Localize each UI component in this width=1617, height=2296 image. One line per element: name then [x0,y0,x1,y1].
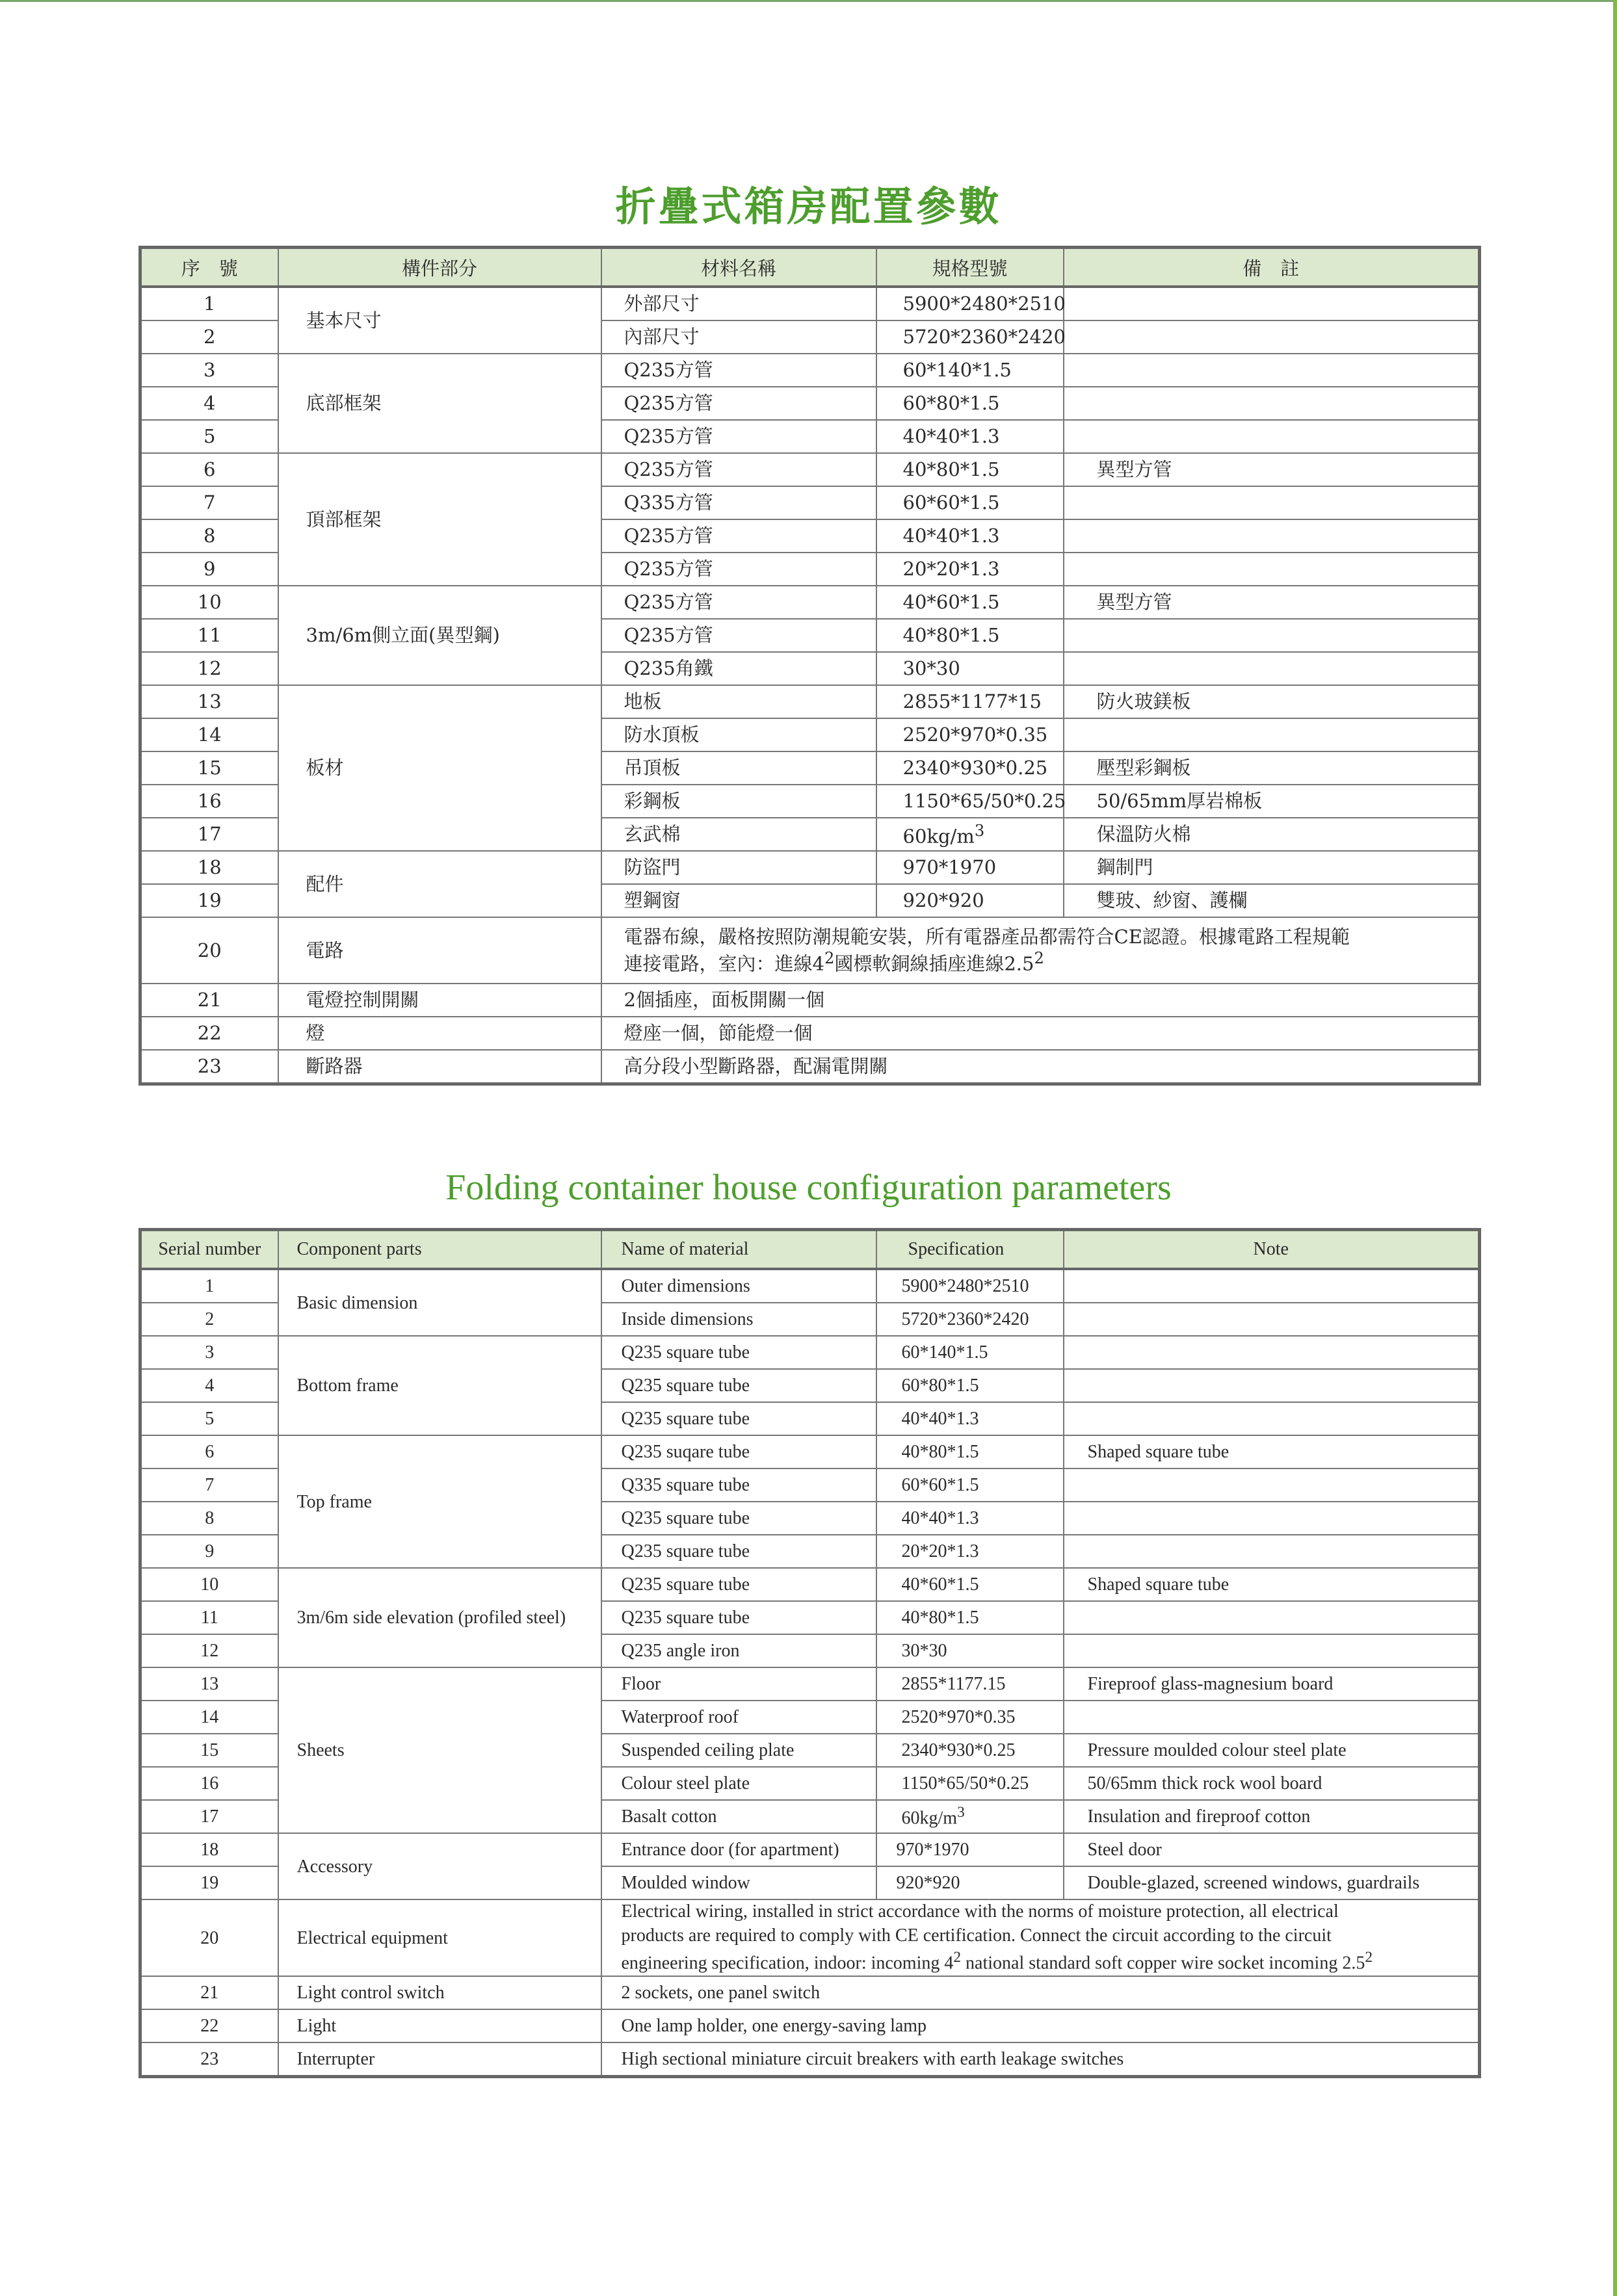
note-cell: 雙玻、紗窗、護欄 [1064,884,1480,917]
description-cell [601,917,1480,984]
material-cell: Q235 square tube [601,1369,876,1402]
component-cell: 配件 [278,851,601,917]
spec-cell: 5900*2480*2510 [876,1269,1064,1303]
spec-cell: 920*920 [876,1866,1064,1899]
serial-cell: 4 [140,387,278,420]
serial-cell: 5 [140,420,278,453]
note-cell [1064,519,1480,553]
material-cell: Q235方管 [601,586,876,619]
spec-cell: 40*60*1.5 [876,1568,1064,1601]
serial-cell: 17 [140,1800,278,1833]
component-cell: Bottom frame [278,1336,601,1435]
table-row [140,1269,1480,1303]
table-header-row [140,1230,1480,1270]
note-cell [1064,387,1480,420]
note-cell [1064,1701,1480,1734]
serial-cell: 2 [140,320,278,354]
description-line [622,1948,1473,1976]
note-cell: Shaped square tube [1064,1435,1480,1468]
spec-cell: 60*60*1.5 [876,486,1064,519]
spec-cell [876,1800,1064,1833]
note-cell [1064,1601,1480,1634]
note-cell: Steel door [1064,1833,1480,1866]
note-cell: 異型方管 [1064,453,1480,486]
header-note: Note [1064,1230,1480,1270]
serial-cell: 1 [140,1269,278,1303]
material-cell: Floor [601,1667,876,1701]
table-row [140,1833,1480,1866]
spec-cell: 60*140*1.5 [876,1336,1064,1369]
material-cell: Q235 square tube [601,1568,876,1601]
note-cell: 保溫防火棉 [1064,818,1480,851]
serial-cell: 21 [140,984,278,1017]
note-cell [1064,287,1480,320]
material-cell: Basalt cotton [601,1800,876,1833]
serial-cell: 3 [140,1336,278,1369]
component-cell: Light control switch [278,1976,601,2009]
spec-cell: 40*40*1.3 [876,1402,1064,1435]
description-line [624,948,1473,976]
material-cell: 彩鋼板 [601,785,876,818]
serial-cell: 22 [140,2009,278,2042]
serial-cell: 16 [140,1767,278,1800]
component-cell: 燈 [278,1017,601,1050]
serial-cell: 19 [140,1866,278,1899]
serial-cell: 9 [140,1535,278,1568]
material-cell: 吊頂板 [601,751,876,785]
material-cell: Q235方管 [601,553,876,586]
note-cell: 防火玻鎂板 [1064,685,1480,718]
table-row [140,917,1480,984]
table-row [140,1017,1480,1050]
serial-cell: 8 [140,1502,278,1535]
description-cell: High sectional miniature circuit breakers with earth leakage switches [601,2042,1480,2077]
component-cell: 頂部框架 [278,453,601,586]
note-cell: 50/65mm厚岩棉板 [1064,785,1480,818]
serial-cell: 11 [140,619,278,652]
material-cell: Q235 square tube [601,1601,876,1634]
superscript: 3 [974,821,985,840]
header-material: Name of material [601,1230,876,1270]
material-cell: Entrance door (for apartment) [601,1833,876,1866]
material-cell: Q235 square tube [601,1402,876,1435]
serial-cell: 5 [140,1402,278,1435]
header-material: 材料名稱 [601,248,876,287]
config-table-chinese [138,246,1481,1086]
description-cell: 高分段小型斷路器，配漏電開關 [601,1050,1480,1084]
spec-cell: 920*920 [876,884,1064,917]
spec-cell: 40*40*1.3 [876,519,1064,553]
note-cell: Shaped square tube [1064,1568,1480,1601]
component-cell: 電燈控制開關 [278,984,601,1017]
description-cell: 2 sockets, one panel switch [601,1976,1480,2009]
superscript: 2 [953,1949,962,1966]
table-row [140,685,1480,718]
note-cell: 壓型彩鋼板 [1064,751,1480,785]
note-cell [1064,320,1480,354]
spec-cell: 970*1970 [876,851,1064,884]
component-cell: 基本尺寸 [278,287,601,354]
serial-cell: 6 [140,1435,278,1468]
table-row [140,1435,1480,1468]
description-cell: 燈座一個，節能燈一個 [601,1017,1480,1050]
spec-cell: 20*20*1.3 [876,1535,1064,1568]
note-cell: 異型方管 [1064,586,1480,619]
material-cell: Colour steel plate [601,1767,876,1800]
component-cell: Interrupter [278,2042,601,2077]
material-cell: Q235方管 [601,619,876,652]
material-cell: 玄武棉 [601,818,876,851]
serial-cell: 10 [140,586,278,619]
serial-cell: 12 [140,652,278,685]
description-cell [601,1899,1480,1976]
material-cell: 地板 [601,685,876,718]
note-cell: 50/65mm thick rock wool board [1064,1767,1480,1800]
spec-cell: 2520*970*0.35 [876,718,1064,751]
serial-cell: 10 [140,1568,278,1601]
description-text: 國標軟銅線插座進線2.5 [834,952,1034,975]
serial-cell: 6 [140,453,278,486]
superscript: 2 [824,949,835,968]
serial-cell: 2 [140,1303,278,1336]
spec-cell: 60*60*1.5 [876,1468,1064,1502]
header-spec: 規格型號 [876,248,1064,287]
table-row [140,453,1480,486]
serial-cell: 9 [140,553,278,586]
page-title-chinese: 折疊式箱房配置參數 [615,183,1002,230]
spec-cell: 2520*970*0.35 [876,1701,1064,1734]
material-cell: Q235方管 [601,420,876,453]
component-cell: 3m/6m側立面(異型鋼) [278,586,601,685]
material-cell: 防水頂板 [601,718,876,751]
spec-cell: 40*40*1.3 [876,1502,1064,1535]
serial-cell: 18 [140,1833,278,1866]
table-row [140,1899,1480,1976]
serial-cell: 19 [140,884,278,917]
note-cell [1064,1336,1480,1369]
serial-cell: 23 [140,2042,278,2077]
component-cell: Light [278,2009,601,2042]
material-cell: Q235 square tube [601,1336,876,1369]
serial-cell: 7 [140,1468,278,1502]
note-cell: Insulation and fireproof cotton [1064,1800,1480,1833]
component-cell: 板材 [278,685,601,851]
material-cell: Waterproof roof [601,1701,876,1734]
component-cell: Electrical equipment [278,1899,601,1976]
config-table-english [138,1228,1481,2078]
note-cell [1064,1303,1480,1336]
table-row [140,851,1480,884]
serial-cell: 17 [140,818,278,851]
serial-cell: 23 [140,1050,278,1084]
note-cell [1064,354,1480,387]
note-cell: 鋼制門 [1064,851,1480,884]
header-component: 構件部分 [278,248,601,287]
spec-cell [876,818,1064,851]
serial-cell: 4 [140,1369,278,1402]
note-cell: Double-glazed, screened windows, guardrails [1064,1866,1480,1899]
table-row [140,1336,1480,1369]
note-cell [1064,652,1480,685]
header-serial: Serial number [140,1230,278,1270]
spec-cell: 970*1970 [876,1833,1064,1866]
serial-cell: 7 [140,486,278,519]
material-cell: Q235 square tube [601,1502,876,1535]
material-cell: Q235 square tube [601,1535,876,1568]
header-note: 備 註 [1064,248,1480,287]
note-cell: Fireproof glass-magnesium board [1064,1667,1480,1701]
note-cell [1064,619,1480,652]
description-line: Electrical wiring, installed in strict accordance with the norms of moisture protection, all electrical [621,1901,1339,1922]
description-line: products are required to comply with CE certification. Connect the circuit according to the circuit [621,1925,1332,1946]
note-cell [1064,1468,1480,1502]
serial-cell: 8 [140,519,278,553]
table-row [140,1667,1480,1701]
header-spec: Specification [876,1230,1064,1270]
material-cell: Q335 square tube [601,1468,876,1502]
spec-cell: 1150*65/50*0.25 [876,785,1064,818]
component-cell: Accessory [278,1833,601,1899]
table-header-row [140,248,1480,287]
material-cell: Q235 suqare tube [601,1435,876,1468]
component-cell: 斷路器 [278,1050,601,1084]
description-line: 電器布線，嚴格按照防潮規範安裝，所有電器產品都需符合CE認證。根據電路工程規範 [624,925,1350,948]
note-cell [1064,1402,1480,1435]
table-row [140,2009,1480,2042]
material-cell: Q235 angle iron [601,1634,876,1667]
spec-cell: 40*80*1.5 [876,453,1064,486]
serial-cell: 22 [140,1017,278,1050]
top-border-line [0,0,1617,2]
description-text: engineering specification, indoor: incoming 4 [621,1953,954,1974]
description-cell: One lamp holder, one energy-saving lamp [601,2009,1480,2042]
spec-cell: 40*80*1.5 [876,619,1064,652]
material-cell: Q335方管 [601,486,876,519]
spec-cell: 1150*65/50*0.25 [876,1767,1064,1800]
material-cell: Inside dimensions [601,1303,876,1336]
serial-cell: 16 [140,785,278,818]
serial-cell: 14 [140,1701,278,1734]
spec-text: 60kg/m [901,1808,958,1829]
material-cell: Suspended ceiling plate [601,1734,876,1767]
spec-cell: 60*80*1.5 [876,1369,1064,1402]
superscript: 2 [1365,1949,1373,1966]
note-cell [1064,553,1480,586]
spec-cell: 5900*2480*2510 [876,287,1064,320]
spec-cell: 30*30 [876,652,1064,685]
material-cell: 內部尺寸 [601,320,876,354]
material-cell: Q235方管 [601,387,876,420]
header-component: Component parts [278,1230,601,1270]
material-cell: Outer dimensions [601,1269,876,1303]
page-title-english: Folding container house configuration parameters [445,1168,1172,1208]
spec-cell: 40*80*1.5 [876,1601,1064,1634]
description-text: national standard soft copper wire socket incoming 2.5 [961,1953,1365,1974]
spec-cell: 30*30 [876,1634,1064,1667]
spec-cell: 5720*2360*2420 [876,320,1064,354]
note-cell [1064,1634,1480,1667]
component-cell: Top frame [278,1435,601,1568]
spec-cell: 40*80*1.5 [876,1435,1064,1468]
table-row [140,1976,1480,2009]
component-cell: Sheets [278,1667,601,1833]
table-row [140,1568,1480,1601]
spec-cell: 2340*930*0.25 [876,751,1064,785]
serial-cell: 21 [140,1976,278,2009]
note-cell [1064,420,1480,453]
table-row [140,354,1480,387]
spec-cell: 40*60*1.5 [876,586,1064,619]
spec-cell: 20*20*1.3 [876,553,1064,586]
serial-cell: 20 [140,917,278,984]
table-row [140,287,1480,320]
material-cell: Q235角鐵 [601,652,876,685]
superscript: 3 [957,1804,965,1821]
serial-cell: 13 [140,685,278,718]
component-cell: 3m/6m side elevation (profiled steel) [278,1568,601,1667]
serial-cell: 14 [140,718,278,751]
serial-cell: 12 [140,1634,278,1667]
material-cell: Moulded window [601,1866,876,1899]
serial-cell: 15 [140,1734,278,1767]
table-row [140,984,1480,1017]
serial-cell: 20 [140,1899,278,1976]
note-cell [1064,1269,1480,1303]
note-cell [1064,718,1480,751]
note-cell: Pressure moulded colour steel plate [1064,1734,1480,1767]
spec-cell: 60*80*1.5 [876,387,1064,420]
note-cell [1064,1502,1480,1535]
material-cell: Q235方管 [601,354,876,387]
spec-text: 60kg/m [902,825,975,848]
material-cell: 塑鋼窗 [601,884,876,917]
component-cell: 電路 [278,917,601,984]
table-row [140,2042,1480,2077]
spec-cell: 2340*930*0.25 [876,1734,1064,1767]
serial-cell: 3 [140,354,278,387]
material-cell: Q235方管 [601,519,876,553]
serial-cell: 1 [140,287,278,320]
spec-cell: 60*140*1.5 [876,354,1064,387]
superscript: 2 [1034,949,1044,968]
component-cell: Basic dimension [278,1269,601,1336]
note-cell [1064,1369,1480,1402]
serial-cell: 18 [140,851,278,884]
serial-cell: 13 [140,1667,278,1701]
table-row [140,1050,1480,1084]
note-cell [1064,486,1480,519]
component-cell: 底部框架 [278,354,601,453]
material-cell: 防盜門 [601,851,876,884]
table-row [140,586,1480,619]
material-cell: 外部尺寸 [601,287,876,320]
description-text: 連接電路，室內：進線4 [624,952,824,975]
note-cell [1064,1535,1480,1568]
spec-cell: 2855*1177*15 [876,685,1064,718]
spec-cell: 2855*1177.15 [876,1667,1064,1701]
description-cell: 2個插座，面板開關一個 [601,984,1480,1017]
spec-cell: 40*40*1.3 [876,420,1064,453]
header-serial: 序 號 [140,248,278,287]
spec-cell: 5720*2360*2420 [876,1303,1064,1336]
right-edge-stripe [1613,0,1617,2296]
serial-cell: 11 [140,1601,278,1634]
serial-cell: 15 [140,751,278,785]
material-cell: Q235方管 [601,453,876,486]
